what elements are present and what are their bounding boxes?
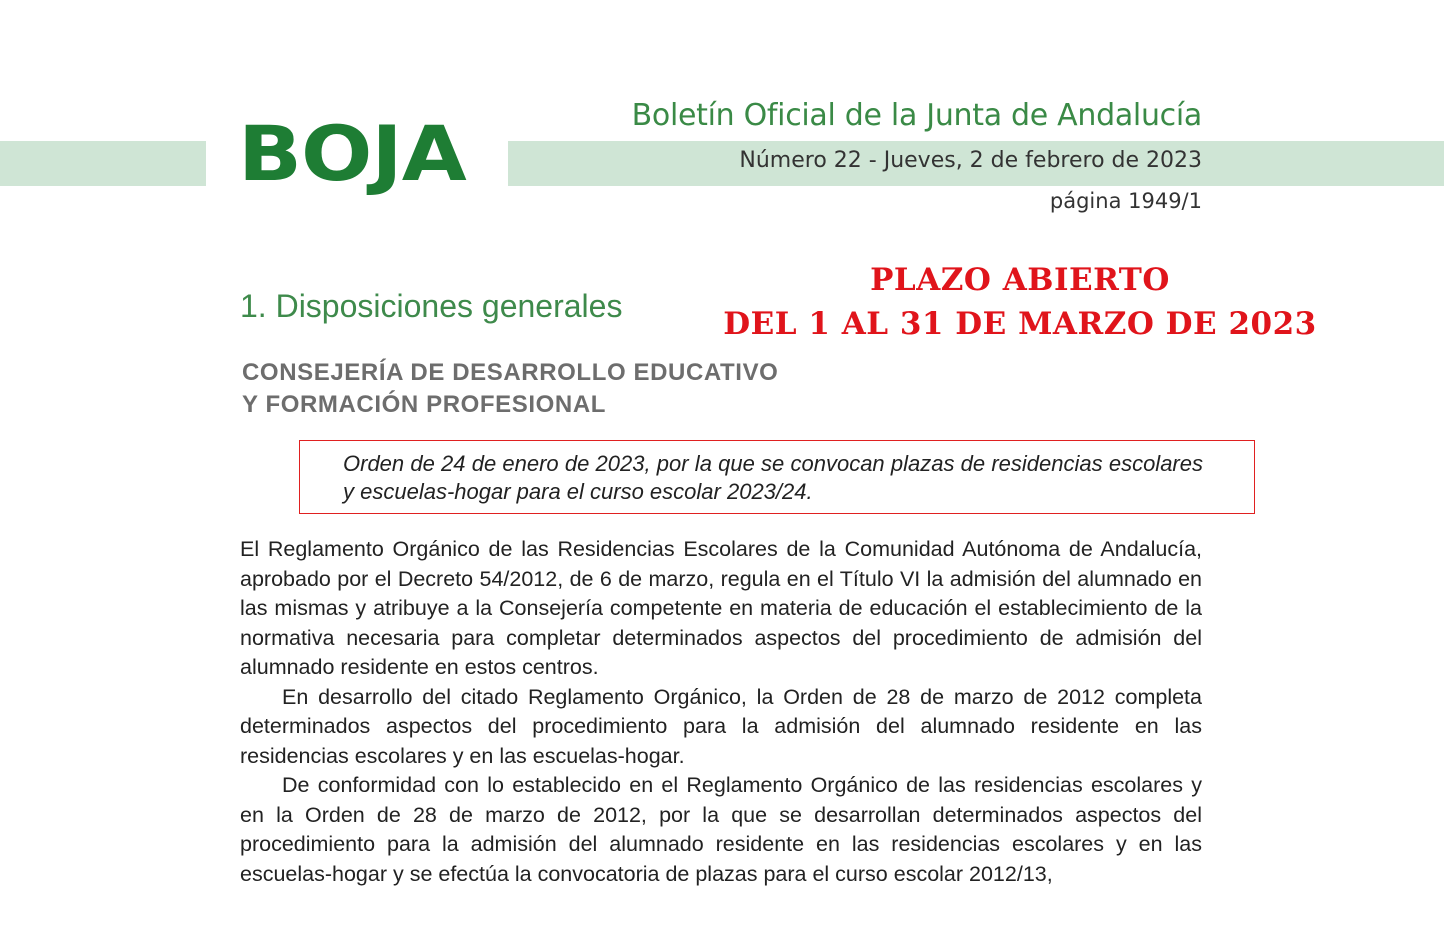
issue-number: Número 22 - Jueves, 2 de febrero de 2023 (739, 148, 1202, 173)
deadline-stamp (720, 258, 1320, 346)
header-band-left (0, 141, 206, 186)
paragraph-2: En desarrollo del citado Reglamento Orgánico, la Orden de 28 de marzo de 2012 completa determinados aspectos del procedimiento para la admisión del alumnado residente en las residencias escolares y en las escuelas-hogar. (240, 684, 1202, 768)
ministry-name (242, 357, 778, 421)
body-text (240, 535, 1202, 889)
order-title: Orden de 24 de enero de 2023, por la que se convocan plazas de residencias escolares y escuelas-hogar para el curso escolar 2023/24. (343, 451, 1203, 504)
stamp-line-1: PLAZO ABIERTO (870, 262, 1170, 298)
ministry-line-1: CONSEJERÍA DE DESARROLLO EDUCATIVO (242, 359, 779, 386)
paragraph-3: De conformidad con lo establecido en el Reglamento Orgánico de las residencias escolares y en la Orden de 28 de marzo de 2012, por la que se desarrollan determinados aspectos del procedimiento para la admisión del alumnado residente en las residencias escolares y en las escuelas-hogar y se efectúa la convocatoria de plazas para el curso escolar 2012/13, (240, 773, 1202, 886)
section-title: 1. Disposiciones generales (240, 288, 623, 324)
bulletin-title: Boletín Oficial de la Junta de Andalucía (631, 98, 1202, 133)
page-number: página 1949/1 (1049, 189, 1202, 213)
paragraph-1: El Reglamento Orgánico de las Residencias Escolares de la Comunidad Autónoma de Andalucía, aprobado por el Decreto 54/2012, de 6 de marzo, regula en el Título VI la admisión del alumnado en las mismas y atribuye a la Consejería competente en materia de educación el establecimiento de la normativa necesaria para completar determinados aspectos del procedimiento de admisión del alumnado residente en estos centros. (240, 537, 1202, 679)
ministry-line-2: Y FORMACIÓN PROFESIONAL (242, 391, 607, 418)
stamp-line-2: DEL 1 AL 31 DE MARZO DE 2023 (723, 306, 1317, 342)
boja-logo: BOJA (238, 109, 466, 198)
